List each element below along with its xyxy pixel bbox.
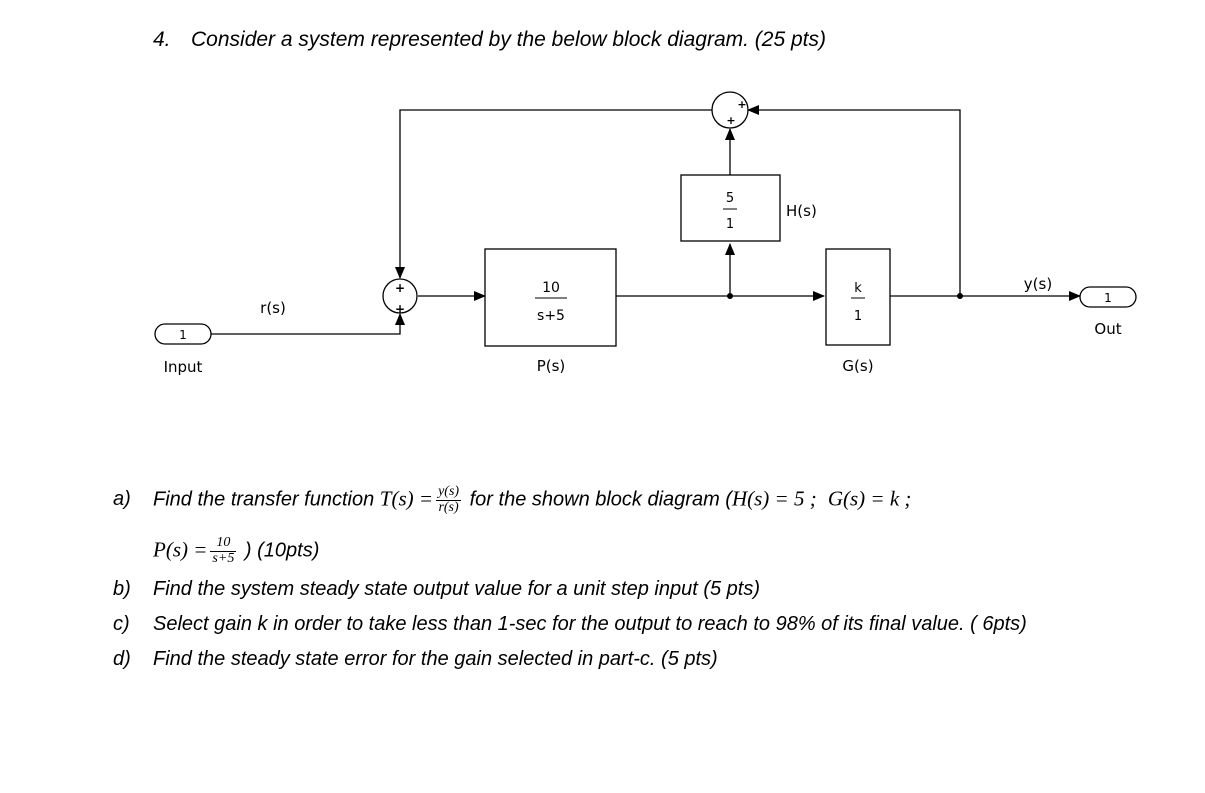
- part-a-P-eq: P(s) =: [153, 537, 208, 562]
- part-d-label: d): [113, 648, 131, 670]
- block-p-numerator: 10: [542, 280, 560, 296]
- output-port-label: Out: [1094, 320, 1122, 338]
- part-d-text: Find the steady state error for the gain selected in part-c. (5 pts): [153, 648, 718, 670]
- svg-text:+: +: [737, 98, 747, 111]
- input-port-label: Input: [163, 358, 203, 376]
- question-number: 4.: [153, 28, 171, 51]
- branch-point-h: [727, 293, 733, 299]
- sum-junction-upper: [712, 92, 748, 128]
- part-d: [113, 649, 718, 669]
- block-h: [681, 175, 817, 241]
- output-port: [1080, 287, 1136, 338]
- part-c-label: c): [113, 613, 130, 635]
- part-a-G-eq: G(s) = k ;: [827, 486, 912, 511]
- block-p-denominator: s+5: [537, 308, 565, 324]
- svg-text:+: +: [726, 114, 736, 127]
- block-g-denominator: 1: [853, 309, 863, 324]
- signal-label-output: y(s): [1023, 275, 1053, 293]
- block-h-numerator: 5: [725, 191, 735, 206]
- part-a-label: a): [113, 488, 131, 511]
- block-g: [826, 249, 890, 375]
- block-h-denominator: 1: [725, 217, 735, 232]
- part-a-P-fraction: $\frac{10}{s+5}$: [212, 535, 235, 566]
- block-g-label: G(s): [842, 357, 874, 375]
- block-g-numerator: k: [854, 281, 862, 296]
- sum-junction-lower: [383, 279, 417, 316]
- part-a-H-eq: H(s) = 5 ;: [731, 486, 817, 511]
- svg-text:+: +: [394, 281, 406, 295]
- part-b: [113, 579, 760, 599]
- block-p-label: P(s): [536, 357, 566, 375]
- part-b-text: Find the system steady state output value for a unit step input (5 pts): [153, 578, 760, 600]
- part-a-continued: P(s) = $\frac{10}{s+5}$ ) (10pts): [153, 535, 320, 566]
- branch-point-y: [957, 293, 963, 299]
- signal-label-input: r(s): [260, 299, 286, 317]
- output-port-number: 1: [1104, 291, 1112, 305]
- part-a-T: T(s) =: [379, 486, 434, 511]
- part-a-fraction: $\frac{y(s)}{r(s)}$: [438, 484, 460, 515]
- part-c: [113, 614, 1027, 634]
- question-text: Consider a system represented by the below block diagram. (25 pts): [191, 28, 826, 51]
- block-p: [485, 249, 616, 375]
- svg-text:+: +: [394, 302, 406, 316]
- input-port-number: 1: [179, 328, 187, 342]
- part-a: a) Find the transfer function T(s) = $\frac{y(s)}{r(s)}$ for the shown block diagram (H(s) = 5 ; G(s) = k ;: [113, 484, 912, 515]
- block-h-label: H(s): [786, 202, 817, 220]
- input-port: [155, 324, 211, 376]
- part-c-text: Select gain k in order to take less than 1-sec for the output to reach to 98% of its final value. ( 6pts): [153, 613, 1027, 635]
- wire-input: [211, 314, 400, 334]
- part-b-label: b): [113, 578, 131, 600]
